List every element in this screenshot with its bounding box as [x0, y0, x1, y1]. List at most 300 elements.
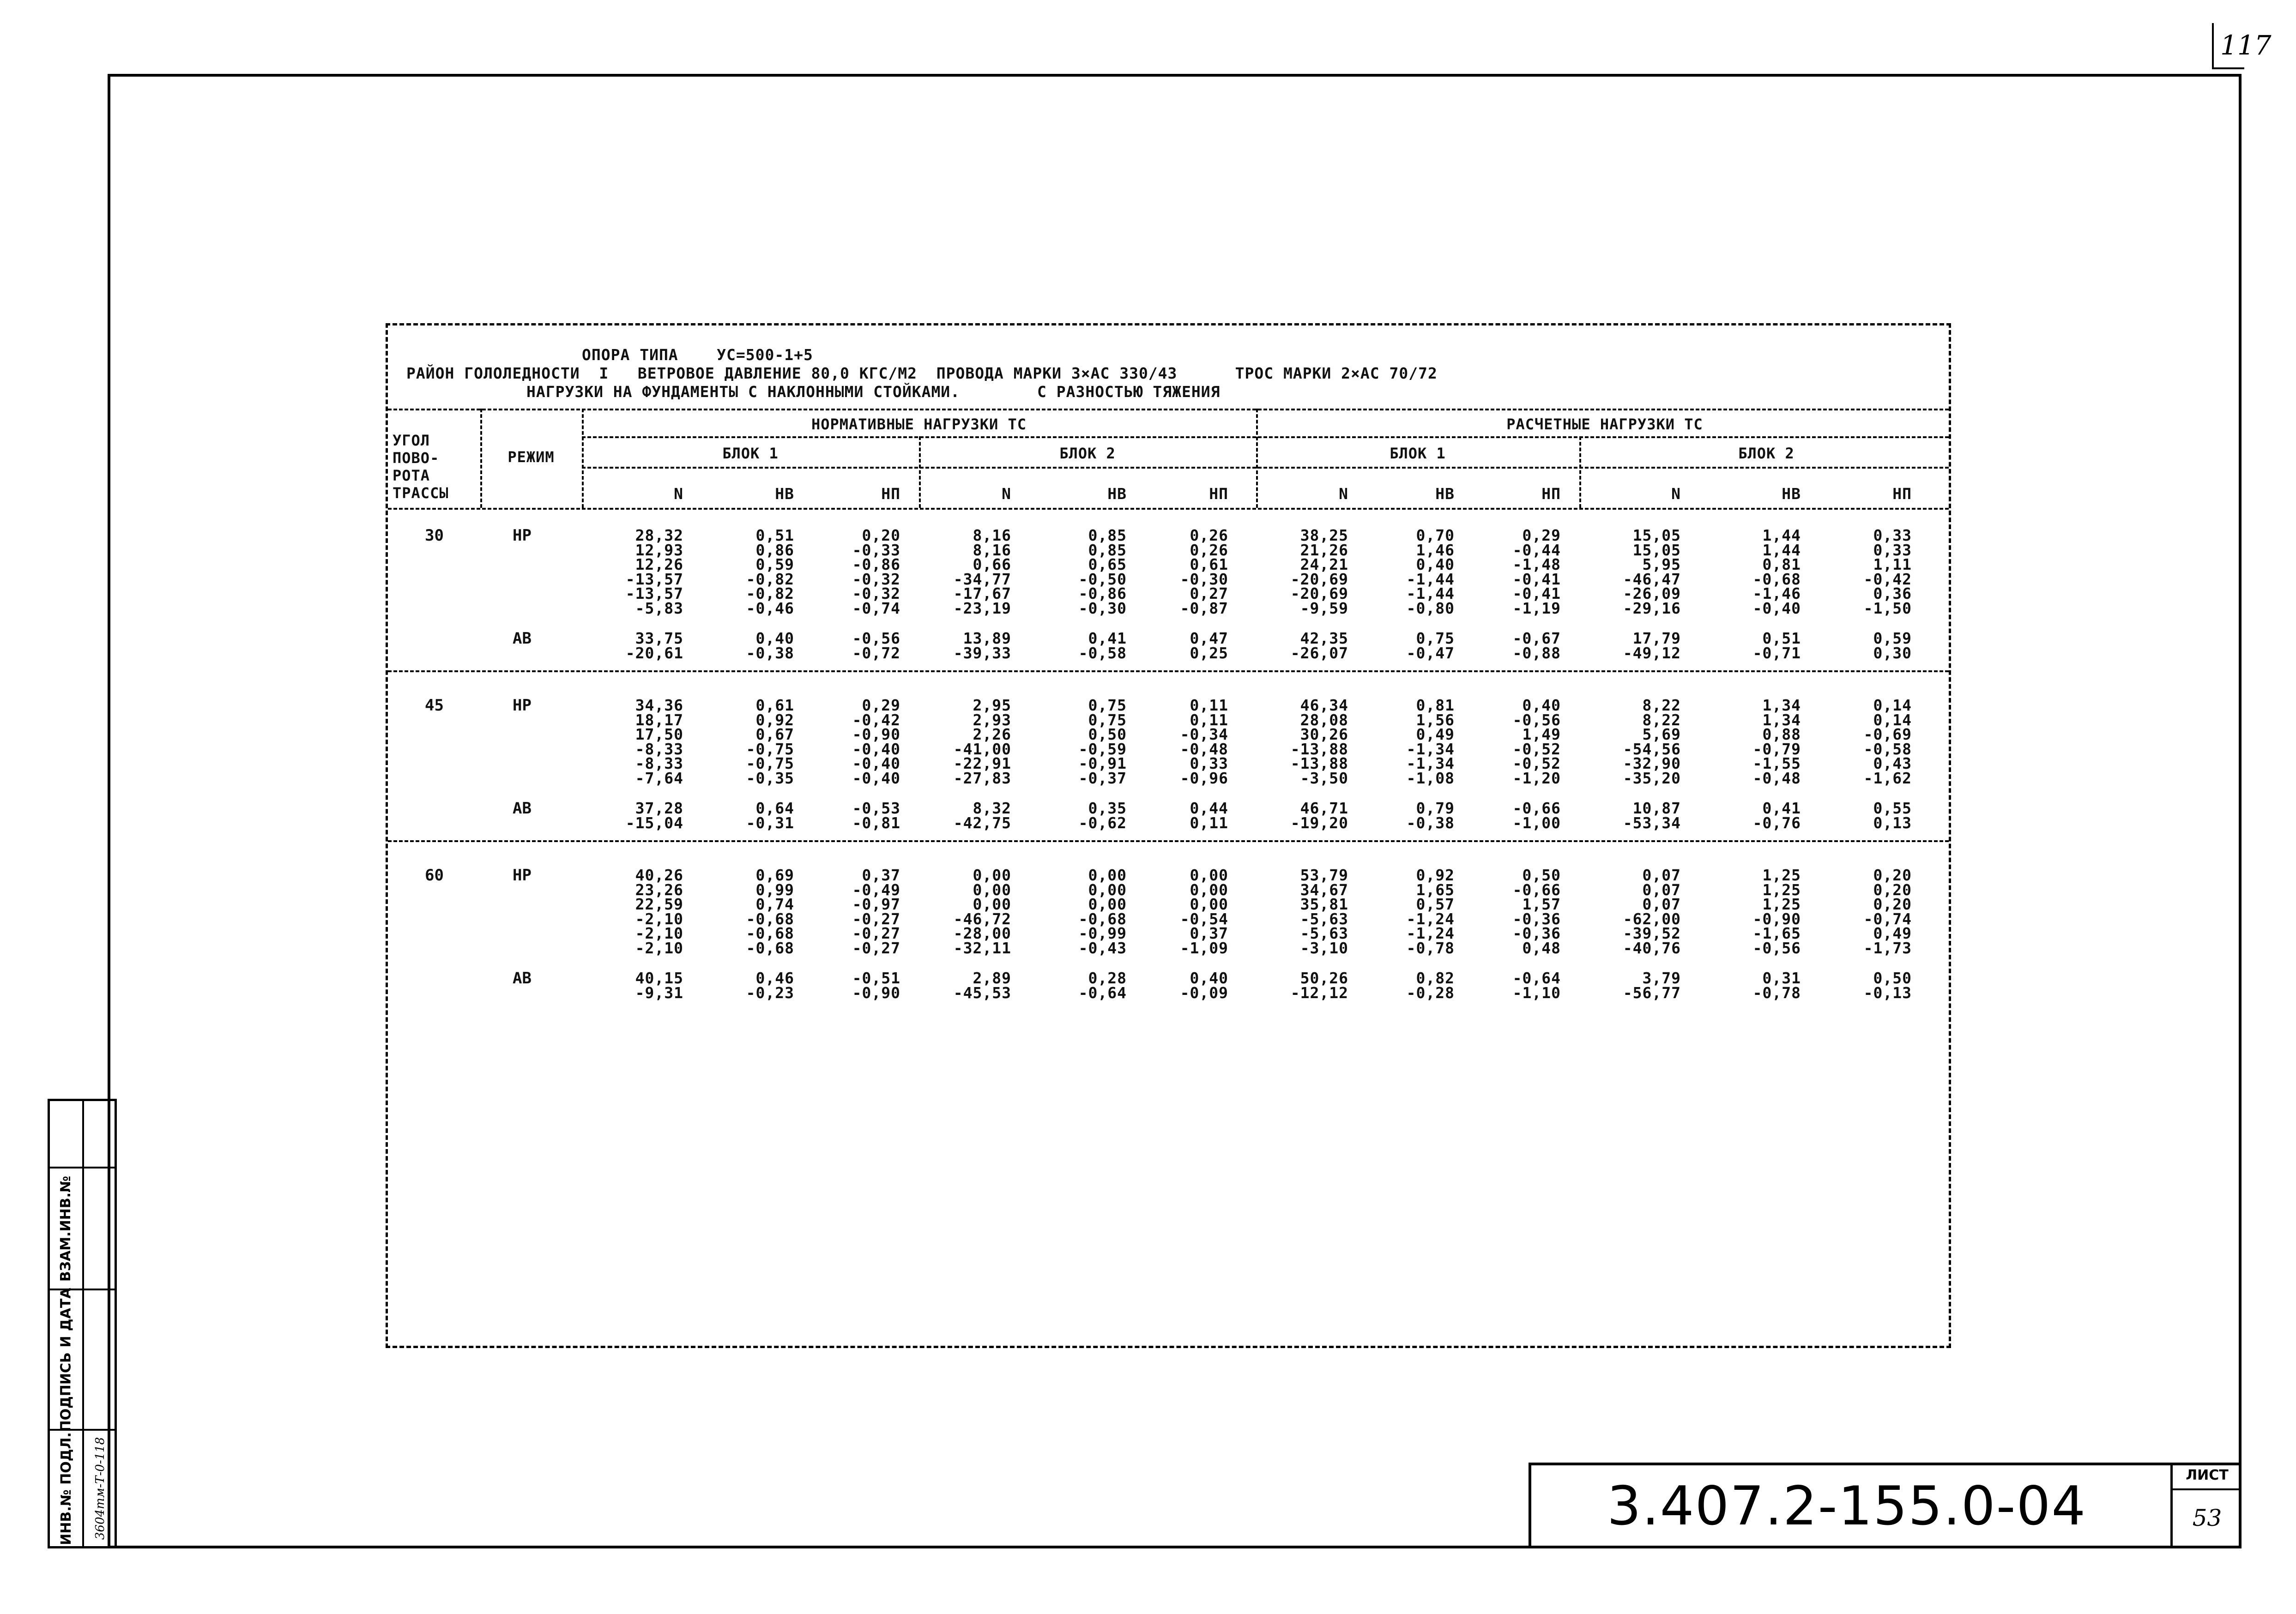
table-cell: -0,75 [746, 754, 794, 772]
stamp-inv-value: 3604тм-Т-0-118 [93, 1437, 107, 1540]
table-cell: 0,00 [1190, 880, 1228, 899]
table-cell: 1,25 [1762, 880, 1801, 899]
table-cell: -2,10 [635, 909, 683, 928]
table-cell: -62,00 [1623, 909, 1681, 928]
table-cell: -3,10 [1300, 939, 1348, 957]
table-cell: -0,90 [852, 983, 900, 1002]
table-cell: -1,24 [1406, 924, 1455, 942]
table-cell: 0,82 [1416, 969, 1455, 987]
table-cell: -12,12 [1290, 983, 1348, 1002]
table-cell: 0,28 [1088, 969, 1127, 987]
table-cell: -45,53 [953, 983, 1011, 1002]
table-cell: -5,63 [1300, 909, 1348, 928]
table-cell: 0,49 [1416, 725, 1455, 743]
table-cell: -0,46 [746, 599, 794, 617]
table-cell: 0,36 [1873, 584, 1912, 602]
table-cell: 34,36 [635, 696, 683, 714]
table-cell: 15,05 [1632, 526, 1681, 544]
table-cell: -23,19 [953, 599, 1011, 617]
table-cell: -0,68 [746, 909, 794, 928]
table-cell: -0,34 [1180, 725, 1228, 743]
table-cell: -0,41 [1512, 584, 1561, 602]
sub-heading: N [1671, 485, 1681, 503]
table-cell: -53,34 [1623, 813, 1681, 832]
table-cell: -0,74 [1863, 909, 1912, 928]
table-cell: -0,38 [746, 644, 794, 662]
table-cell: -0,69 [1863, 725, 1912, 743]
table-cell: -0,99 [1078, 924, 1127, 942]
table-cell: -0,37 [1078, 769, 1127, 787]
table-cell: 0,75 [1416, 629, 1455, 647]
table-cell: -0,27 [852, 924, 900, 942]
table-cell: -35,20 [1623, 769, 1681, 787]
table-cell: 8,22 [1642, 711, 1681, 729]
table-cell: 8,16 [973, 526, 1011, 544]
table-cell: 38,25 [1300, 526, 1348, 544]
table-cell: 0,55 [1873, 799, 1912, 817]
table-cell: -0,40 [852, 740, 900, 758]
table-cell: -0,48 [1752, 769, 1801, 787]
table-cell: 0,57 [1416, 895, 1455, 913]
table-cell: -15,04 [625, 813, 683, 832]
table-cell: -0,82 [746, 584, 794, 602]
sheet-label: ЛИСТ [2173, 1463, 2242, 1490]
table-cell: 18,17 [635, 711, 683, 729]
table-cell: 42,35 [1300, 629, 1348, 647]
table-cell: -0,56 [1512, 711, 1561, 729]
table-cell: -13,88 [1290, 740, 1348, 758]
angle-value: 60 [425, 866, 444, 885]
table-cell: 0,50 [1522, 866, 1561, 884]
sub-heading: N [1002, 485, 1011, 503]
table-cell: -0,74 [852, 599, 900, 617]
table-cell: -0,78 [1406, 939, 1455, 957]
table-cell: -0,76 [1752, 813, 1801, 832]
table-cell: 0,48 [1522, 939, 1561, 957]
table-cell: -0,81 [852, 813, 900, 832]
table-cell: 0,74 [755, 895, 794, 913]
table-cell: -0,90 [1752, 909, 1801, 928]
table-cell: -34,77 [953, 570, 1011, 588]
table-cell: -7,64 [635, 769, 683, 787]
table-cell: -0,96 [1180, 769, 1228, 787]
table-cell: -0,68 [1752, 570, 1801, 588]
table-cell: 0,41 [1088, 629, 1127, 647]
table-cell: 1,49 [1522, 725, 1561, 743]
table-cell: -0,44 [1512, 541, 1561, 559]
rule-top [388, 409, 1949, 410]
table-cell: 40,26 [635, 866, 683, 884]
table-cell: -0,97 [852, 895, 900, 913]
table-cell: -0,52 [1512, 754, 1561, 772]
table-cell: 15,05 [1632, 541, 1681, 559]
table-cell: -20,69 [1290, 584, 1348, 602]
table-cell: -0,64 [1512, 969, 1561, 987]
table-cell: 1,44 [1762, 541, 1801, 559]
table-cell: 0,00 [1088, 880, 1127, 899]
table-cell: -0,56 [852, 629, 900, 647]
column-norm-block2: БЛОК 2 [1059, 445, 1116, 462]
table-cell: 0,59 [755, 555, 794, 573]
table-cell: -13,57 [625, 584, 683, 602]
table-cell: -1,09 [1180, 939, 1228, 957]
table-cell: -1,62 [1863, 769, 1912, 787]
table-cell: 35,81 [1300, 895, 1348, 913]
table-cell: 1,46 [1416, 541, 1455, 559]
table-cell: 8,16 [973, 541, 1011, 559]
table-cell: -0,28 [1406, 983, 1455, 1002]
table-cell: -0,58 [1078, 644, 1127, 662]
table-cell: 50,26 [1300, 969, 1348, 987]
table-cell: -46,47 [1623, 570, 1681, 588]
sub-heading: НВ [1782, 485, 1801, 503]
table-cell: -5,63 [1300, 924, 1348, 942]
table-cell: -3,50 [1300, 769, 1348, 787]
mode-value: АВ [513, 969, 532, 988]
table-cell: -54,56 [1623, 740, 1681, 758]
table-cell: 0,27 [1190, 584, 1228, 602]
table-cell: 0,07 [1642, 866, 1681, 884]
table-cell: -0,56 [1752, 939, 1801, 957]
group-separator [388, 840, 1949, 842]
stamp-cell-inv-podl [50, 1429, 82, 1546]
table-cell: 1,34 [1762, 711, 1801, 729]
table-cell: 0,25 [1190, 644, 1228, 662]
table-cell: 0,07 [1642, 895, 1681, 913]
stamp-cell-inv-value [84, 1429, 116, 1546]
table-cell: -0,68 [1078, 909, 1127, 928]
table-cell: 1,56 [1416, 711, 1455, 729]
table-cell: 2,26 [973, 725, 1011, 743]
table-cell: -20,69 [1290, 570, 1348, 588]
column-normative: НОРМАТИВНЫЕ НАГРУЗКИ ТС [811, 416, 1027, 433]
table-cell: 30,26 [1300, 725, 1348, 743]
sub-heading: НВ [1435, 485, 1455, 503]
table-cell: 1,57 [1522, 895, 1561, 913]
table-cell: 0,75 [1088, 711, 1127, 729]
table-cell: -32,90 [1623, 754, 1681, 772]
group-separator [388, 670, 1949, 672]
sub-heading: N [1339, 485, 1348, 503]
sub-heading: НВ [775, 485, 794, 503]
table-cell: 0,11 [1190, 813, 1228, 832]
mode-value: НР [513, 696, 532, 715]
table-cell: 0,64 [755, 799, 794, 817]
stamp-label-vzam: ВЗАМ.ИНВ.№ [58, 1175, 74, 1282]
table-cell: -49,12 [1623, 644, 1681, 662]
header-line-3: НАГРУЗКИ НА ФУНДАМЕНТЫ С НАКЛОННЫМИ СТОЙКАМИ. С РАЗНОСТЬЮ ТЯЖЕНИЯ [526, 383, 1221, 401]
table-cell: 0,41 [1762, 799, 1801, 817]
header-line-1: ОПОРА ТИПА УС=500-1+5 [582, 346, 813, 364]
table-cell: 0,33 [1873, 526, 1912, 544]
stamp-column-labels [50, 1101, 84, 1546]
table-cell: -0,09 [1180, 983, 1228, 1002]
table-cell: -0,27 [852, 909, 900, 928]
table-cell: -1,00 [1512, 813, 1561, 832]
column-angle [393, 432, 480, 502]
table-cell: 12,26 [635, 555, 683, 573]
table-cell: -1,55 [1752, 754, 1801, 772]
table-cell: -0,78 [1752, 983, 1801, 1002]
table-cell: -9,31 [635, 983, 683, 1002]
table-cell: -1,20 [1512, 769, 1561, 787]
table-cell: -0,51 [852, 969, 900, 987]
table-cell: 0,61 [1190, 555, 1228, 573]
stamp-label-inv-podl: ИНВ.№ ПОДЛ. [58, 1432, 74, 1545]
table-cell: -1,65 [1752, 924, 1801, 942]
table-cell: -0,31 [746, 813, 794, 832]
table-cell: -56,77 [1623, 983, 1681, 1002]
table-cell: -46,72 [953, 909, 1011, 928]
table-cell: -0,23 [746, 983, 794, 1002]
table-cell: 8,22 [1642, 696, 1681, 714]
table-cell: 37,28 [635, 799, 683, 817]
table-cell: 24,21 [1300, 555, 1348, 573]
table-cell: -0,82 [746, 570, 794, 588]
table-cell: -0,50 [1078, 570, 1127, 588]
table-cell: -0,75 [746, 740, 794, 758]
table-cell: -0,32 [852, 584, 900, 602]
table-cell: 0,66 [973, 555, 1011, 573]
stamp-cell-empty-1 [84, 1289, 116, 1429]
table-cell: -0,13 [1863, 983, 1912, 1002]
table-cell: 0,29 [862, 696, 900, 714]
table-cell: 0,20 [1873, 895, 1912, 913]
table-cell: 46,71 [1300, 799, 1348, 817]
table-cell: -26,09 [1623, 584, 1681, 602]
table-cell: -41,00 [953, 740, 1011, 758]
table-cell: -0,54 [1180, 909, 1228, 928]
table-cell: 23,26 [635, 880, 683, 899]
table-cell: -0,80 [1406, 599, 1455, 617]
table-cell: 0,40 [1190, 969, 1228, 987]
table-cell: -0,88 [1512, 644, 1561, 662]
table-cell: -0,43 [1078, 939, 1127, 957]
table-cell: 17,79 [1632, 629, 1681, 647]
table-cell: 1,65 [1416, 880, 1455, 899]
table-cell: -0,59 [1078, 740, 1127, 758]
corner-sheet-number: 117 [2212, 23, 2244, 69]
table-cell: 0,35 [1088, 799, 1127, 817]
table-cell: 0,07 [1642, 880, 1681, 899]
mode-value: НР [513, 526, 532, 545]
table-cell: -0,72 [852, 644, 900, 662]
angle-value: 45 [425, 696, 444, 715]
table-cell: -1,08 [1406, 769, 1455, 787]
table-cell: -29,16 [1623, 599, 1681, 617]
table-cell: -0,66 [1512, 799, 1561, 817]
table-cell: -0,49 [852, 880, 900, 899]
table-cell: 0,29 [1522, 526, 1561, 544]
sub-heading: НП [1209, 485, 1228, 503]
table-cell: 0,99 [755, 880, 794, 899]
table-cell: 0,14 [1873, 696, 1912, 714]
table-cell: 0,85 [1088, 541, 1127, 559]
table-cell: 0,65 [1088, 555, 1127, 573]
table-cell: 0,11 [1190, 696, 1228, 714]
table-cell: 0,31 [1762, 969, 1801, 987]
table-cell: 0,14 [1873, 711, 1912, 729]
table-cell: 17,50 [635, 725, 683, 743]
table-cell: 0,88 [1762, 725, 1801, 743]
table-cell: 1,25 [1762, 866, 1801, 884]
table-cell: -0,52 [1512, 740, 1561, 758]
table-cell: 0,79 [1416, 799, 1455, 817]
rule-under-block [582, 467, 1949, 469]
table-cell: -0,58 [1863, 740, 1912, 758]
table-cell: 0,47 [1190, 629, 1228, 647]
table-cell: 0,59 [1873, 629, 1912, 647]
sub-heading: НП [1541, 485, 1561, 503]
table-cell: -0,47 [1406, 644, 1455, 662]
table-cell: -1,44 [1406, 570, 1455, 588]
table-cell: 40,15 [635, 969, 683, 987]
table-cell: -1,50 [1863, 599, 1912, 617]
table-cell: 0,61 [755, 696, 794, 714]
table-cell: 0,20 [1873, 866, 1912, 884]
table-cell: 0,50 [1873, 969, 1912, 987]
table-cell: -0,64 [1078, 983, 1127, 1002]
table-cell: -0,30 [1078, 599, 1127, 617]
table-cell: 0,50 [1088, 725, 1127, 743]
table-cell: -0,53 [852, 799, 900, 817]
table-cell: -1,73 [1863, 939, 1912, 957]
table-cell: 0,37 [1190, 924, 1228, 942]
table-cell: 0,51 [1762, 629, 1801, 647]
table-cell: 28,08 [1300, 711, 1348, 729]
table-cell: -1,44 [1406, 584, 1455, 602]
table-cell: -0,36 [1512, 924, 1561, 942]
angle-word-2: ПОВО- [393, 449, 440, 467]
table-cell: -0,71 [1752, 644, 1801, 662]
table-cell: -0,91 [1078, 754, 1127, 772]
table-cell: 33,75 [635, 629, 683, 647]
table-cell: 0,33 [1873, 541, 1912, 559]
sub-heading: N [674, 485, 683, 503]
table-cell: 0,30 [1873, 644, 1912, 662]
vrule-angle [480, 409, 482, 508]
sub-heading: НВ [1107, 485, 1127, 503]
table-cell: -0,41 [1512, 570, 1561, 588]
table-cell: -0,42 [1863, 570, 1912, 588]
table-cell: 0,85 [1088, 526, 1127, 544]
table-cell: 1,34 [1762, 696, 1801, 714]
table-cell: 28,32 [635, 526, 683, 544]
table-cell: -0,86 [1078, 584, 1127, 602]
table-cell: -28,00 [953, 924, 1011, 942]
table-cell: -0,35 [746, 769, 794, 787]
table-cell: -0,62 [1078, 813, 1127, 832]
side-stamp [48, 1099, 117, 1548]
table-cell: 0,26 [1190, 541, 1228, 559]
stamp-label-podpis: ПОДПИСЬ И ДАТА [58, 1287, 74, 1432]
angle-word-1: УГОЛ [393, 432, 430, 449]
table-cell: -0,40 [852, 769, 900, 787]
table-cell: -0,48 [1180, 740, 1228, 758]
angle-word-4: ТРАССЫ [393, 484, 449, 502]
table-cell: 0,81 [1416, 696, 1455, 714]
table-cell: -1,34 [1406, 740, 1455, 758]
table-cell: 5,69 [1642, 725, 1681, 743]
table-cell: 5,95 [1642, 555, 1681, 573]
table-cell: 2,95 [973, 696, 1011, 714]
table-cell: -42,75 [953, 813, 1011, 832]
table-cell: 2,89 [973, 969, 1011, 987]
column-mode: РЕЖИМ [508, 448, 555, 466]
table-cell: -0,68 [746, 939, 794, 957]
sheet-number: 53 [2192, 1505, 2222, 1531]
table-cell: -0,68 [746, 924, 794, 942]
table-cell: 0,00 [973, 866, 1011, 884]
table-cell: 0,00 [973, 880, 1011, 899]
table-cell: 0,70 [1416, 526, 1455, 544]
table-cell: 13,89 [963, 629, 1011, 647]
table-cell: 0,20 [1873, 880, 1912, 899]
stamp-cell-podpis [50, 1287, 82, 1432]
table-cell: 0,00 [1190, 895, 1228, 913]
table-cell: -0,66 [1512, 880, 1561, 899]
table-cell: 1,11 [1873, 555, 1912, 573]
stamp-cell-empty-2 [84, 1167, 116, 1289]
table-cell: 0,44 [1190, 799, 1228, 817]
table-cell: 34,67 [1300, 880, 1348, 899]
table-cell: 0,92 [755, 711, 794, 729]
header-line-2: РАЙОН ГОЛОЛЕДНОСТИ I ВЕТРОВОЕ ДАВЛЕНИЕ 80,0 КГС/М2 ПРОВОДА МАРКИ 3×АС 330/43 ТРОС МАРКИ 2×АС 70/72 [406, 364, 1438, 382]
table-cell: 0,00 [1088, 895, 1127, 913]
table-cell: -27,83 [953, 769, 1011, 787]
table-cell: 0,37 [862, 866, 900, 884]
table-cell: 12,93 [635, 541, 683, 559]
table-cell: 8,32 [973, 799, 1011, 817]
table-cell: 0,20 [862, 526, 900, 544]
column-design: РАСЧЕТНЫЕ НАГРУЗКИ ТС [1506, 416, 1703, 433]
table-cell: -0,42 [852, 711, 900, 729]
table-cell: 0,75 [1088, 696, 1127, 714]
table-cell: -0,33 [852, 541, 900, 559]
table-cell: 0,00 [1088, 866, 1127, 884]
table-cell: 2,93 [973, 711, 1011, 729]
table-cell: -0,38 [1406, 813, 1455, 832]
table-cell: -22,91 [953, 754, 1011, 772]
table-cell: -0,32 [852, 570, 900, 588]
table-cell: -0,36 [1512, 909, 1561, 928]
column-design-block1: БЛОК 1 [1390, 445, 1446, 462]
table-cell: 46,34 [1300, 696, 1348, 714]
table-cell: 53,79 [1300, 866, 1348, 884]
table-cell: 0,40 [1416, 555, 1455, 573]
table-cell: -1,48 [1512, 555, 1561, 573]
table-cell: 0,92 [1416, 866, 1455, 884]
table-cell: -1,46 [1752, 584, 1801, 602]
column-norm-block1: БЛОК 1 [722, 445, 779, 462]
table-cell: -20,61 [625, 644, 683, 662]
table-cell: -2,10 [635, 924, 683, 942]
table-cell: 0,43 [1873, 754, 1912, 772]
table-cell: -1,34 [1406, 754, 1455, 772]
table-cell: 10,87 [1632, 799, 1681, 817]
mode-value: НР [513, 866, 532, 885]
table-cell: 21,26 [1300, 541, 1348, 559]
table-cell: -0,79 [1752, 740, 1801, 758]
rule-under-norm [582, 436, 1949, 438]
table-cell: 0,26 [1190, 526, 1228, 544]
table-cell: -32,11 [953, 939, 1011, 957]
table-cell: 0,00 [973, 895, 1011, 913]
table-cell: 0,67 [755, 725, 794, 743]
table-cell: -0,40 [852, 754, 900, 772]
stamp-cell-vzam [50, 1167, 82, 1289]
table-cell: 0,69 [755, 866, 794, 884]
